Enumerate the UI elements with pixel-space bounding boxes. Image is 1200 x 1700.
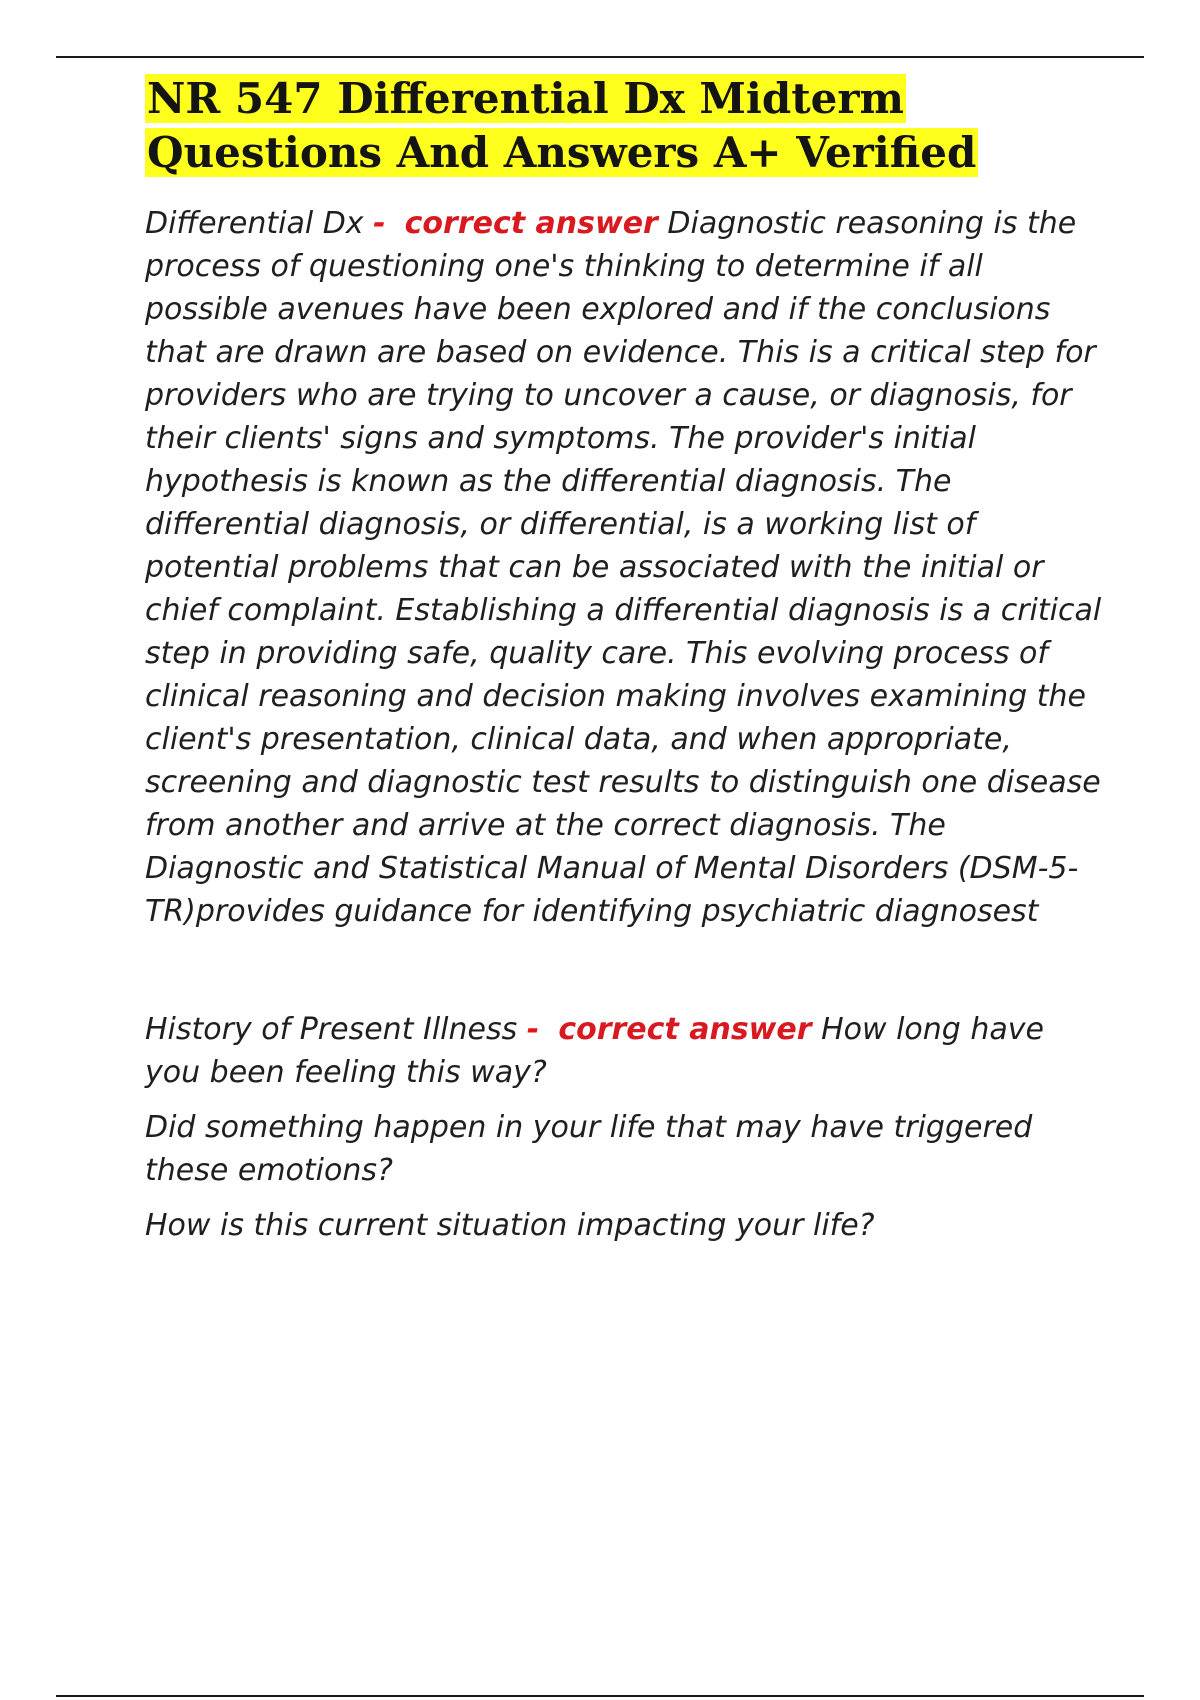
question-separator: -	[526, 1012, 540, 1047]
qa-item-differential-dx	[145, 202, 1105, 933]
answer-paragraph: How is this current situation impacting your life?	[145, 1208, 875, 1243]
question-term: Differential Dx	[145, 206, 364, 241]
answer-text: How long have you been feeling this way?	[145, 1012, 1044, 1090]
bottom-rule	[56, 1695, 1144, 1697]
question-separator: -	[373, 206, 386, 241]
document-title	[145, 72, 1105, 180]
top-rule	[56, 56, 1144, 58]
answer-text: Diagnostic reasoning is the process of questioning one's thinking to determine if all possible avenues have been explored and if the conclusions that are drawn are based on evidence. This is a critical step for providers who are trying to uncover a cause, or diagnosis, for their clients' signs and symptoms. The provider's initial hypothesis is known as the differential diagnosis. The differential diagnosis, or differential, is a working list of potential problems that can be associated with the initial or chief complaint. Establishing a differential diagnosis is a critical step in providing safe, quality care. This evolving process of clinical reasoning and decision making involves examining the client's presentation, clinical data, and when appropriate, screening and diagnostic test results to distinguish one disease from another and arrive at the correct diagnosis. The Diagnostic and Statistical Manual of Mental Disorders (DSM-5-TR)provides guidance for identifying psychiatric diagnosest	[145, 206, 1102, 929]
correct-answer-marker: correct answer	[558, 1012, 812, 1047]
correct-answer-marker: correct answer	[404, 206, 658, 241]
qa-item-history-of-present-illness	[145, 1008, 1105, 1094]
document-body	[145, 72, 1105, 1247]
answer-paragraph: Did something happen in your life that may have triggered these emotions?	[145, 1110, 1033, 1188]
question-term: History of Present Illness	[145, 1012, 518, 1047]
document-title-text: NR 547 Differential Dx Midterm Questions And Answers A+ Verified	[147, 74, 977, 177]
